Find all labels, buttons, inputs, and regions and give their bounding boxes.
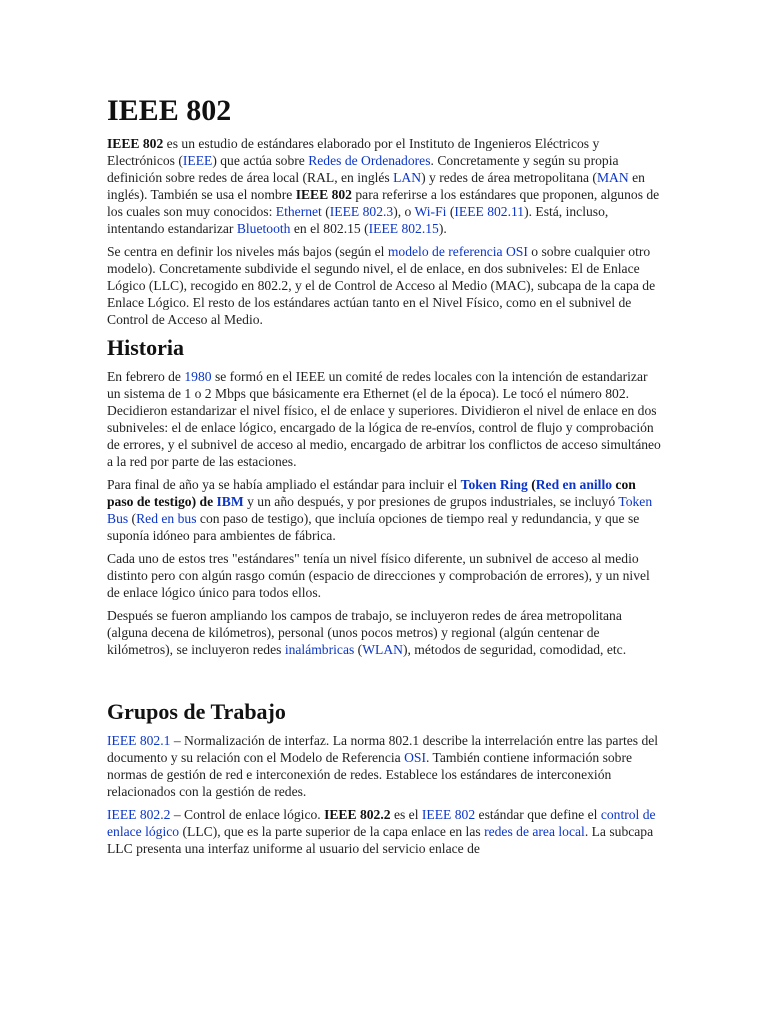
- inline-link[interactable]: LAN: [393, 170, 422, 185]
- text-run: ) que actúa sobre: [212, 153, 309, 168]
- text-run: o sobre cualquier otro modelo). Concretamente subdivide el segundo nivel, el de enlace, en dos subniveles: El de Enlace Lógico (LLC), recogido en 802.2, y el de Control de Acceso al Medio (MAC), subcapa de la capa de Enlace Lógico. El resto de los estándares actúan tanto en el Nivel Físico, como en el subnivel de Control de Acceso al Medio.: [107, 244, 656, 327]
- inline-link[interactable]: WLAN: [362, 642, 403, 657]
- text-run: para referirse a los estándares que proponen, algunos de los cuales son muy conocidos:: [107, 187, 660, 219]
- intro-paragraph-2: [107, 243, 662, 328]
- text-run: ).: [438, 221, 447, 236]
- text-run: (: [321, 204, 330, 219]
- text-run: es el: [390, 807, 422, 822]
- article-content: [107, 93, 662, 863]
- text-run: ), métodos de seguridad, comodidad, etc.: [402, 642, 627, 657]
- inline-link[interactable]: MAN: [596, 170, 629, 185]
- bold-link-wrapper: [217, 494, 244, 509]
- inline-link[interactable]: modelo de referencia OSI: [387, 244, 528, 259]
- inline-link[interactable]: control de enlace lógico: [107, 807, 656, 839]
- text-run: Para final de año ya se había ampliado el estándar para incluir el: [107, 477, 461, 492]
- text-run: ). Está, incluso, intentando estandarizar: [107, 204, 609, 236]
- bold-text: IEEE 802.2: [324, 807, 391, 822]
- historia-heading: Historia: [107, 335, 184, 360]
- historia-paragraph-2: [107, 476, 662, 544]
- text-run: (: [354, 642, 363, 657]
- inline-link[interactable]: IEEE 802.15: [368, 221, 439, 236]
- text-run: – Control de enlace lógico.: [170, 807, 325, 822]
- text-run: Después se fueron ampliando los campos de trabajo, se incluyeron redes de área metropolitana (alguna decena de kilómetros), personal (unos pocos metros) y regional (algún centenar de kilómetros), se incluyeron redes: [107, 608, 622, 657]
- inline-link[interactable]: redes de area local: [484, 824, 585, 839]
- grupos-paragraph-1: [107, 732, 662, 800]
- text-run: Se centra en definir los niveles más bajos (según el: [107, 244, 388, 259]
- text-run: – Normalización de interfaz. La norma 802.1 describe la interrelación entre las partes del documento y su relación con el Modelo de Referencia: [107, 733, 659, 765]
- inline-link[interactable]: Token Ring: [460, 477, 528, 492]
- text-run: En febrero de: [107, 369, 185, 384]
- bold-link-wrapper: [536, 477, 612, 492]
- text-run: . Concretamente y según su propia definición sobre redes de área local (RAL, en inglés: [107, 153, 619, 185]
- inline-link[interactable]: Token Bus: [107, 494, 653, 526]
- grupos-paragraph-2: [107, 806, 662, 857]
- bold-text: con paso de testigo) de: [107, 477, 636, 509]
- inline-link[interactable]: IEEE 802.3: [329, 204, 394, 219]
- bold-text: IEEE 802: [107, 136, 164, 151]
- text-run: y un año después, y por presiones de grupos industriales, se incluyó: [243, 494, 619, 509]
- text-run: (: [446, 204, 455, 219]
- inline-link[interactable]: IEEE 802: [421, 807, 476, 822]
- text-run: es un estudio de estándares elaborado por el Instituto de Ingenieros Eléctricos y Electrónicos (: [107, 136, 600, 168]
- inline-link[interactable]: inalámbricas: [284, 642, 355, 657]
- inline-link[interactable]: Wi-Fi: [414, 204, 447, 219]
- inline-link[interactable]: Bluetooth: [236, 221, 291, 236]
- page-title: IEEE 802: [107, 94, 232, 127]
- inline-link[interactable]: Red en anillo: [535, 477, 613, 492]
- text-run: se formó en el IEEE un comité de redes locales con la intención de estandarizar un sistema de 1 o 2 Mbps que básicamente era Ethernet (el de la época). Le tocó el número 802. Decidieron estandarizar el nivel físico, el de enlace y superiores. Dividieron el nivel de enlace en dos subniveles: el de enlace lógico, encargado de la lógica de re-envíos, control de flujo y comprobación de errores, y el subnivel de acceso al medio, encargado de arbitrar los conflictos de acceso simultáneo a la red por parte de las estaciones.: [107, 369, 661, 469]
- text-run: en inglés). También se usa el nombre: [107, 170, 645, 202]
- inline-link[interactable]: IBM: [216, 494, 244, 509]
- text-run: con paso de testigo), que incluía opciones de tiempo real y redundancia, y que se suponía idóneo para ambientes de fábrica.: [107, 511, 640, 543]
- bold-text: (: [527, 477, 536, 492]
- text-run: . La subcapa LLC presenta una interfaz uniforme al usuario del servicio enlace de: [107, 824, 654, 856]
- text-run: . También contiene información sobre normas de gestión de red e interconexión de redes. Establece los estándares de interconexión relacionados con la gestión de redes.: [107, 750, 633, 799]
- inline-link[interactable]: IEEE 802.11: [454, 204, 525, 219]
- text-run: en el 802.15 (: [290, 221, 369, 236]
- historia-paragraph-3: [107, 550, 662, 601]
- text-run: ), o: [393, 204, 415, 219]
- inline-link[interactable]: Red en bus: [136, 511, 197, 526]
- text-run: estándar que define el: [475, 807, 601, 822]
- historia-paragraph-4: [107, 607, 662, 658]
- inline-link[interactable]: Redes de Ordenadores: [308, 153, 431, 168]
- text-run: ) y redes de área metropolitana (: [421, 170, 597, 185]
- text-run: (LLC), que es la parte superior de la capa enlace en las: [179, 824, 485, 839]
- text-run: Cada uno de estos tres "estándares" tenía un nivel físico diferente, un subnivel de acceso al medio distinto pero con algún rasgo común (espacio de direcciones y comprobación de errores), y un nivel de enlace lógico único para todos ellos.: [107, 551, 650, 600]
- bold-link-wrapper: [461, 477, 528, 492]
- historia-paragraph-1: [107, 368, 662, 470]
- inline-link[interactable]: IEEE: [182, 153, 213, 168]
- inline-link[interactable]: Ethernet: [275, 204, 322, 219]
- inline-link[interactable]: OSI: [404, 750, 426, 765]
- intro-paragraph-1: [107, 135, 662, 237]
- inline-link[interactable]: 1980: [184, 369, 212, 384]
- inline-link[interactable]: IEEE 802.2: [107, 807, 171, 822]
- text-run: (: [128, 511, 137, 526]
- inline-link[interactable]: IEEE 802.1: [107, 733, 171, 748]
- grupos-heading: Grupos de Trabajo: [107, 699, 286, 724]
- bold-text: IEEE 802: [295, 187, 352, 202]
